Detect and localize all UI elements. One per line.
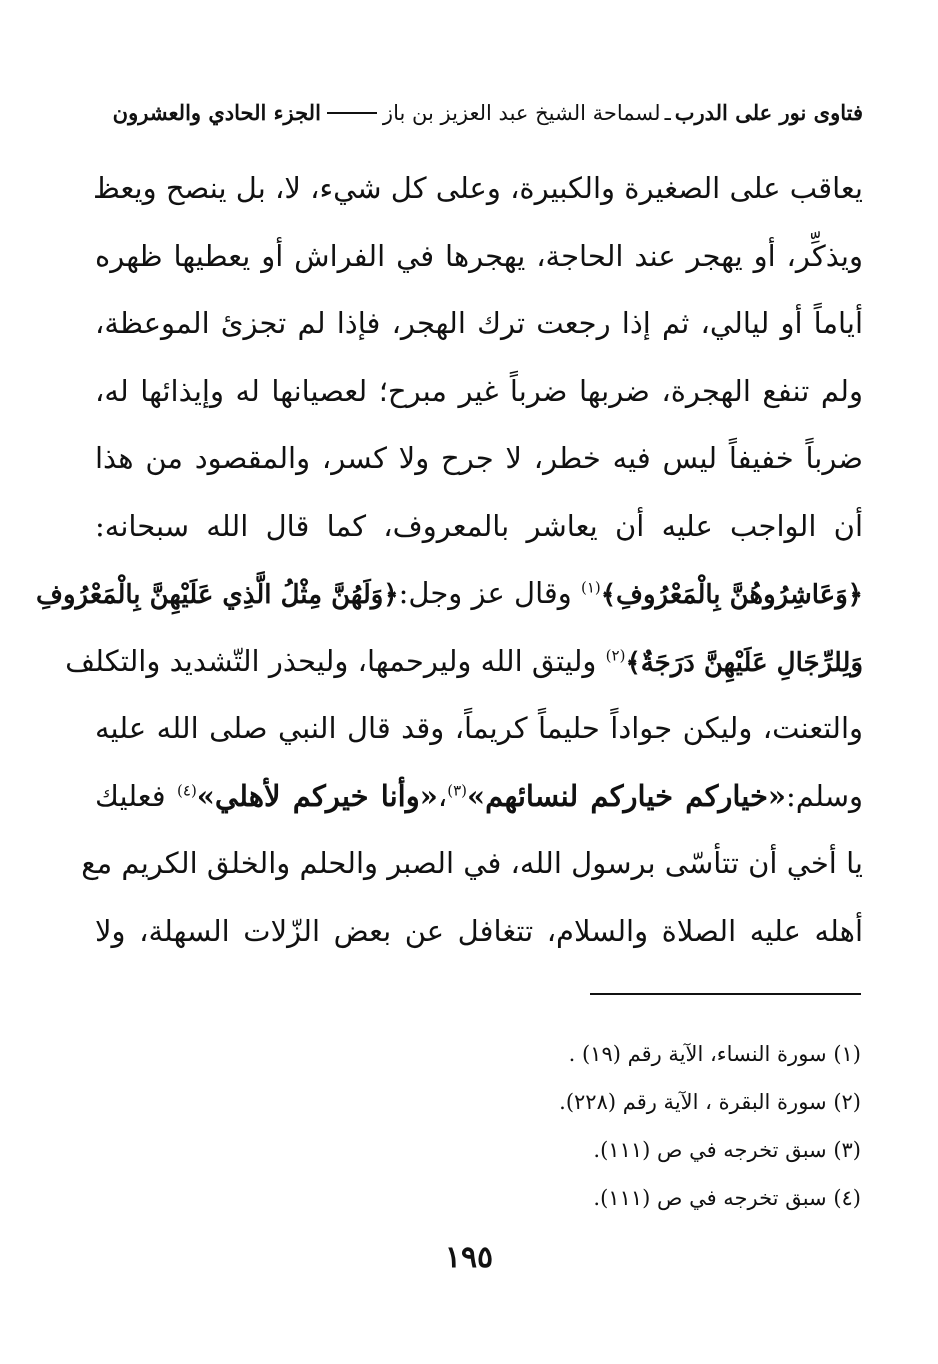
part-title: الجزء الحادي والعشرون <box>112 100 321 125</box>
footnote-divider <box>590 993 861 995</box>
body-line-10 <box>95 763 863 831</box>
hadith-2: «وأنا خيركم لأهلي» <box>196 778 438 813</box>
body-line-5: ضرباً خفيفاً ليس فيه خطر، لا جرح ولا كسر، والمقصود من هذا <box>95 441 863 475</box>
body-line-12: أهله عليه الصلاة والسلام، تتغافل عن بعض الزّلات السهلة، ولا <box>95 913 863 948</box>
footnote-ref-3: (٣) <box>447 780 468 799</box>
footnotes <box>441 1030 861 1222</box>
book-title: فتاوى نور على الدرب <box>674 100 863 125</box>
body-line-1: يعاقب على الصغيرة والكبيرة، وعلى كل شيء، لا، بل ينصح ويعظ <box>93 171 863 205</box>
body-line-10-post: فعليك <box>95 778 166 813</box>
body-line-8 <box>65 628 863 696</box>
page-number: ١٩٥ <box>444 1240 494 1275</box>
footnote-3: (٣) سبق تخرجه في ص (١١١). <box>593 1138 861 1162</box>
hadith-1: «خياركم خياركم لنسائهم» <box>467 778 787 813</box>
body-line-10-pre: وسلم: <box>786 778 864 813</box>
footnote-ref-4: (٤) <box>177 780 197 799</box>
footnote-ref-2: (٢) <box>605 645 626 664</box>
body-line-4: ولم تنفع الهجرة، ضربها ضرباً غير مبرح؛ لعصيانها له وإيذائها له، <box>95 373 863 408</box>
body-line-7 <box>36 560 863 628</box>
quran-verse-2: ﴿وَلَهُنَّ مِثْلُ الَّذِي عَلَيْهِنَّ بِالْمَعْرُوفِ <box>36 580 399 610</box>
footnote-4: (٤) سبق تخرجه في ص (١١١). <box>593 1186 861 1210</box>
hadith-separator: ، <box>437 778 448 813</box>
body-line-6: أن الواجب عليه أن يعاشر بالمعروف، كما قال الله سبحانه: <box>95 508 864 543</box>
footnote-1: (١) سورة النساء، الآية رقم (١٩) . <box>568 1042 861 1066</box>
running-header <box>95 100 863 125</box>
body-line-9: والتعنت، وليكن جواداً حليماً كريماً، وقد قال النبي صلى الله عليه <box>95 711 863 745</box>
footnote-ref-1: (١) <box>581 578 601 597</box>
body-line-2: ويذكِّر، أو يهجر عند الحاجة، يهجرها في الفراش أو يعطيها ظهره <box>95 238 863 273</box>
body-line-8-text: وليتق الله وليرحمها، وليحذر التّشديد والتكلف <box>65 643 597 678</box>
quran-verse-1: ﴿وَعَاشِرُوهُنَّ بِالْمَعْرُوفِ﴾ <box>600 580 863 610</box>
footnote-2: (٢) سورة البقرة ، الآية رقم (٢٢٨). <box>559 1090 861 1114</box>
header-separator: ـ <box>664 101 671 125</box>
quran-verse-2-cont: وَلِلرِّجَالِ عَلَيْهِنَّ دَرَجَةٌ﴾ <box>625 647 863 678</box>
body-line-3: أياماً أو ليالي، ثم إذا رجعت ترك الهجر، فإذا لم تجزئ الموعظة، <box>95 306 863 340</box>
body-text <box>36 155 864 965</box>
author-name: لسماحة الشيخ عبد العزيز بن باز <box>382 101 661 125</box>
body-line-7-text: وقال عز وجل: <box>398 576 572 610</box>
body-line-11: يا أخي أن تتأسّى برسول الله، في الصبر والحلم والخلق الكريم مع <box>81 846 863 880</box>
header-rule <box>327 112 377 114</box>
